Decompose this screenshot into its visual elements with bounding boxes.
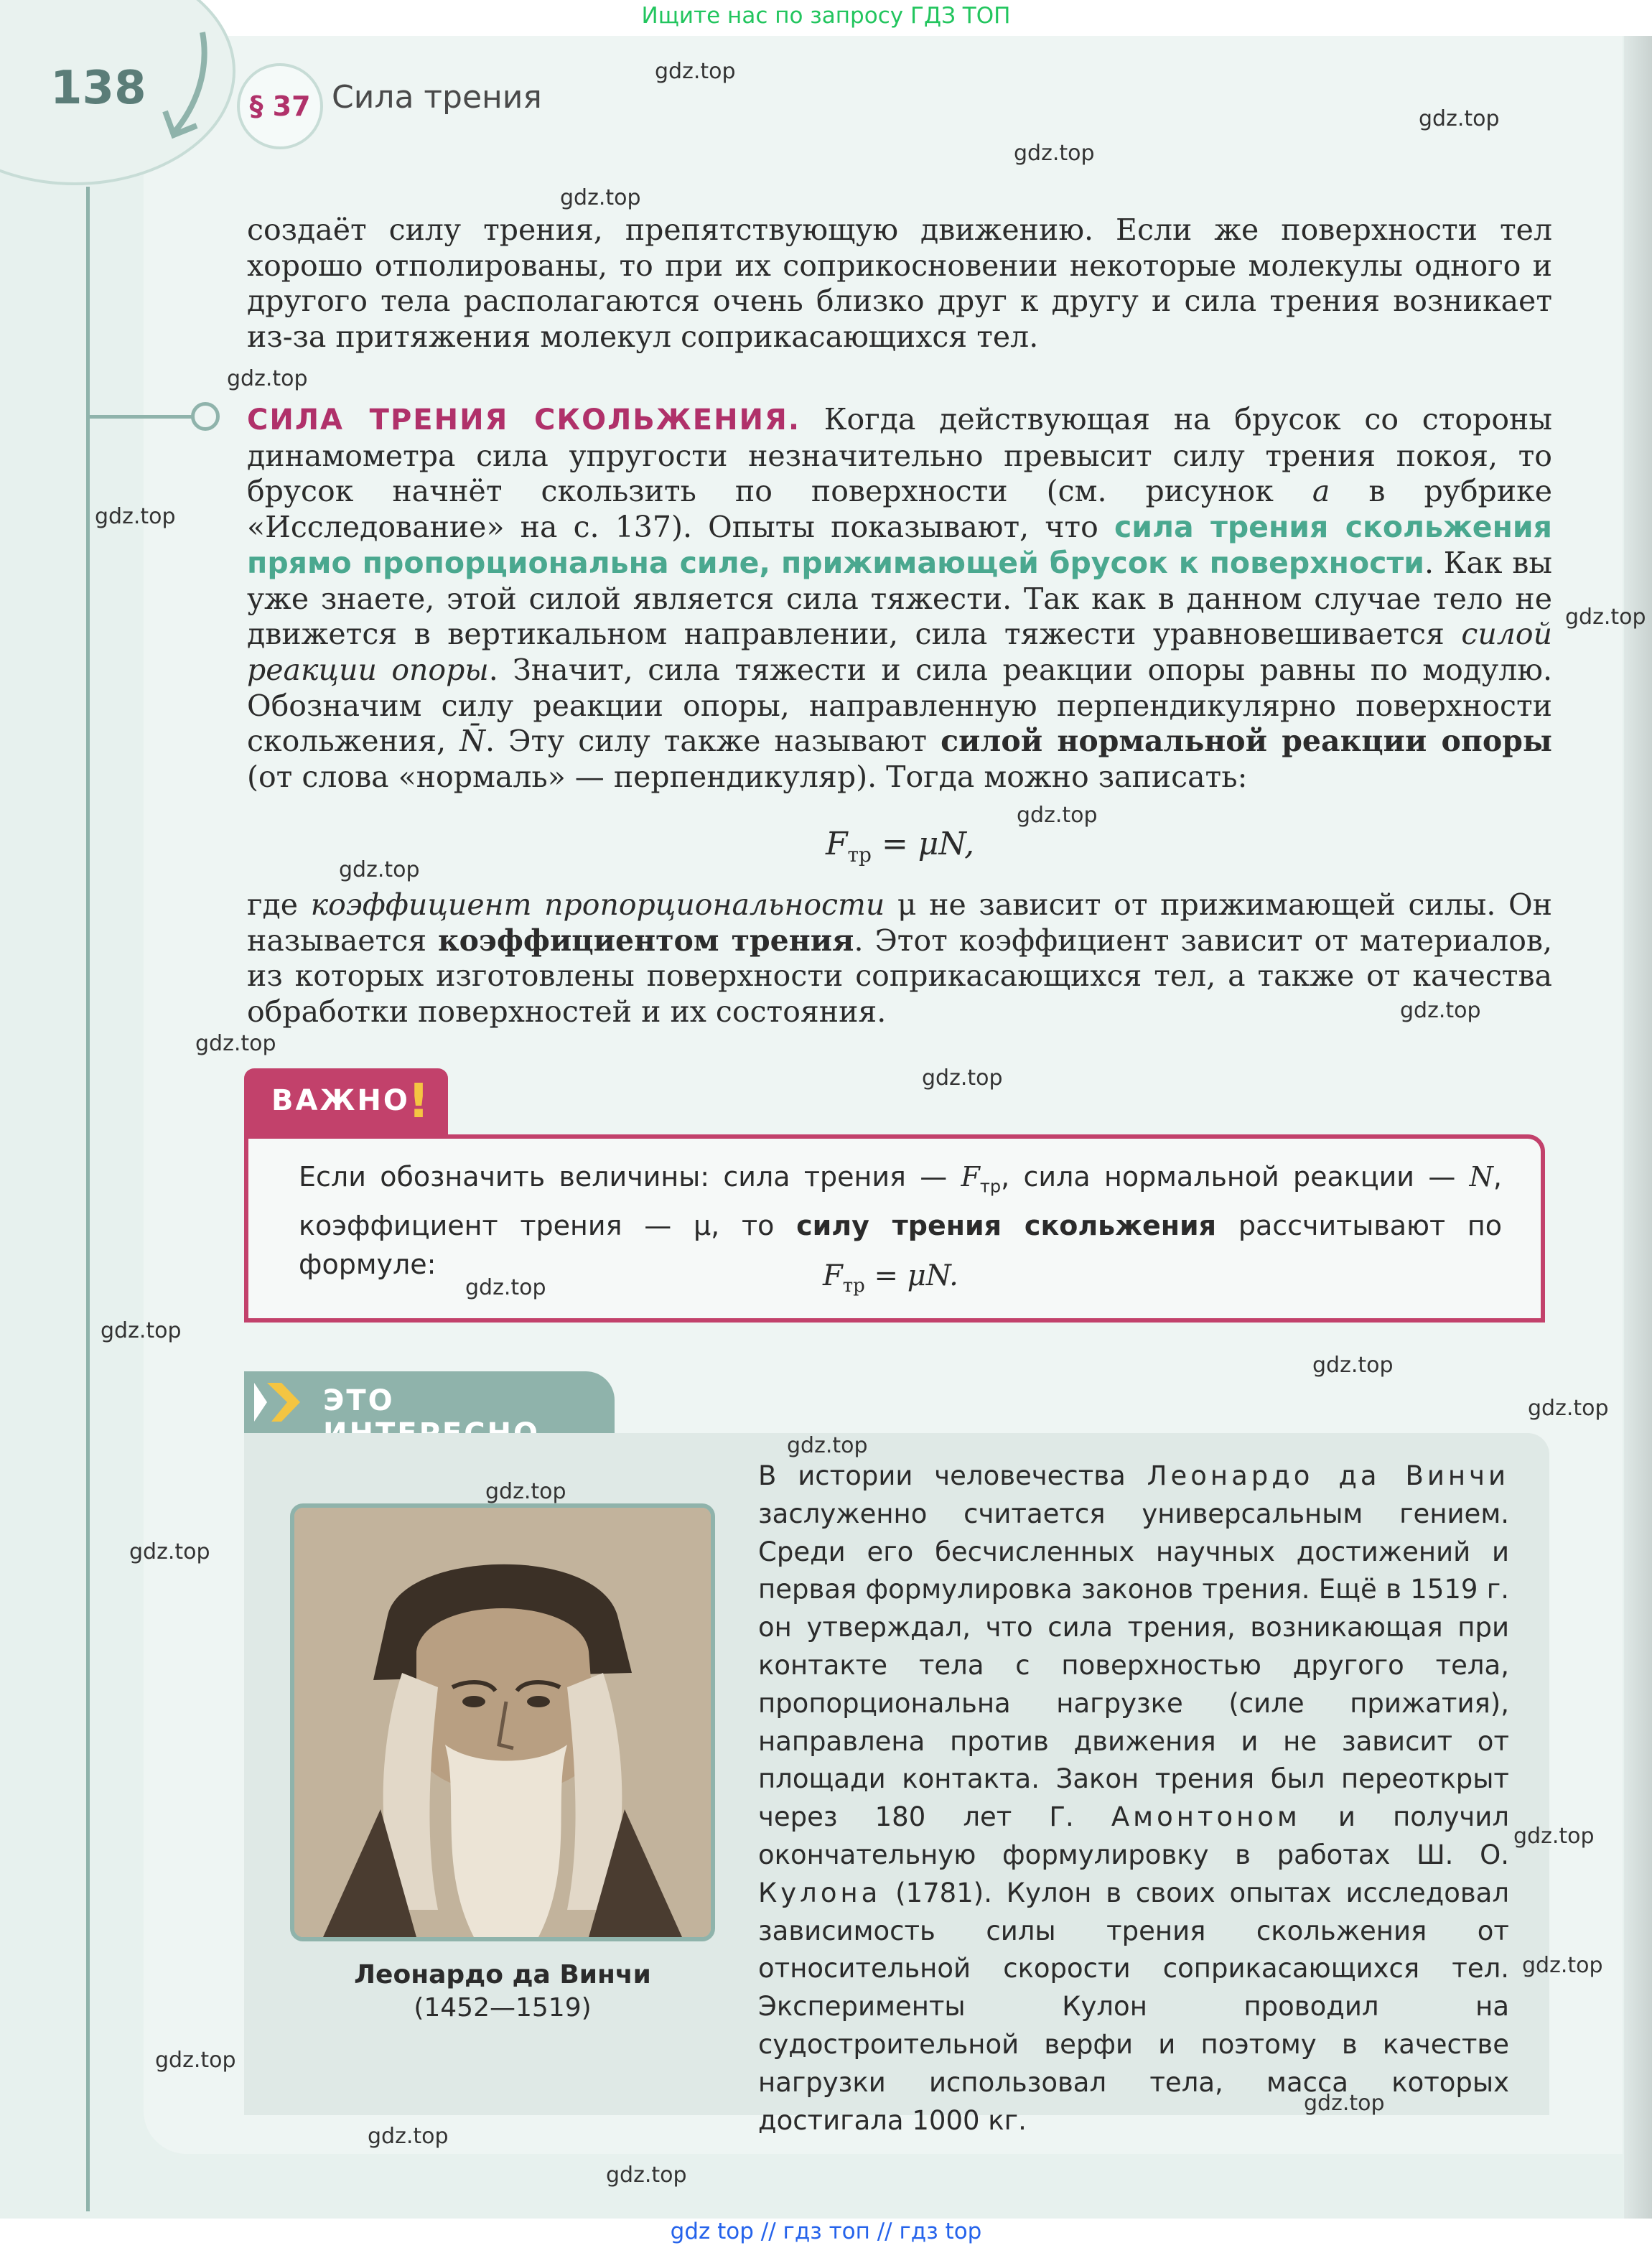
text-run: Когда действующая на брусок со стороны динамометра сила упругости незначительно превысит силу трения покоя, то брусок начнёт скользить по поверхности (см. рисунок <box>247 402 1553 509</box>
person-name: Кулона <box>758 1877 882 1908</box>
top-banner: Ищите нас по запросу ГДЗ ТОП <box>641 3 1011 29</box>
watermark: gdz.top <box>195 1031 276 1056</box>
bold-term: силу трения скольжения <box>796 1209 1217 1241</box>
important-formula <box>823 1259 958 1297</box>
important-box <box>244 1134 1545 1323</box>
timeline-node <box>191 402 220 431</box>
text-run: в рубрике «Исследование» на с. 137). Опыты показывают, что <box>247 474 1552 545</box>
portrait-image <box>290 1503 715 1941</box>
bold-term: коэффициентом трения <box>438 923 854 958</box>
watermark: gdz.top <box>655 59 736 84</box>
watermark: gdz.top <box>95 504 176 529</box>
formula-sub: тр <box>842 1275 865 1297</box>
text-run: , коэффициент трения — μ, то <box>299 1161 1502 1241</box>
watermark: gdz.top <box>101 1318 182 1343</box>
section-badge: § 37 <box>237 63 323 149</box>
key-statement: сила трения скольжения прямо пропорциональна силе, прижимающей брусок к поверхности <box>247 510 1552 580</box>
watermark: gdz.top <box>129 1539 210 1564</box>
paragraph-sliding-friction <box>247 402 1552 796</box>
watermark: gdz.top <box>606 2163 687 2188</box>
var-f: F <box>961 1161 980 1193</box>
watermark: gdz.top <box>339 857 420 882</box>
watermark: gdz.top <box>1312 1353 1394 1378</box>
exclamation-icon: ! <box>407 1073 430 1129</box>
text-run: μ не зависит от прижимающей силы. Он называется <box>247 887 1552 958</box>
person-name: Леонардо да Винчи <box>1147 1460 1509 1491</box>
text-run: . Значит, сила тяжести и сила реакции опоры равны по модулю. Обозначим силу реакции опоры, направленную перпендикулярно поверхности скольжения, <box>247 652 1552 759</box>
vector-n: N̄ <box>459 724 486 759</box>
formula-rhs: = μN, <box>871 826 975 862</box>
section-title: Сила трения <box>332 79 542 116</box>
paragraph-intro: создаёт силу трения, препятствующую движению. Если же поверхности тел хорошо отполированы, то при их соприкосновении некоторые молекулы одного и другого тела располагаются очень близко друг к другу и сила трения возникает из-за притяжения молекул соприкасающихся тел. <box>247 213 1552 355</box>
italic-term: коэффициент пропорциональности <box>310 887 885 922</box>
text-run: заслуженно считается универсальным гением. Среди его бесчисленных научных достижений и первая формулировка законов трения. Ещё в 1519 г. он утверждал, что сила трения, возникающая при контакте тела с поверхностью другого тела, пропорциональна нагрузке (силе прижатия), направлена против движения и не зависит от площади контакта. Закон трения был переоткрыт через 180 лет Г. <box>758 1498 1509 1833</box>
person-name: Амонтоном <box>1111 1801 1301 1833</box>
text-run: , сила нормальной реакции — <box>1001 1161 1470 1193</box>
page-number: 138 <box>50 62 146 115</box>
watermark: gdz.top <box>465 1275 546 1300</box>
text-run: . Как вы уже знаете, этой силой является сила тяжести. Так как в данном случае тело не движется в вертикальном направлении, сила тяжести уравновешивается <box>247 545 1552 652</box>
watermark: gdz.top <box>1528 1396 1609 1421</box>
var-sub: тр <box>979 1176 1002 1197</box>
watermark: gdz.top <box>1513 1824 1595 1849</box>
text-run: Если обозначить величины: сила трения — <box>299 1161 961 1193</box>
watermark: gdz.top <box>1304 2091 1385 2116</box>
watermark: gdz.top <box>1400 998 1481 1023</box>
text-run: рассчитывают по формуле: <box>299 1209 1502 1280</box>
watermark: gdz.top <box>155 2048 236 2073</box>
formula-f: F <box>823 1259 843 1292</box>
text-run: (1781). Кулон в своих опытах исследовал зависимость силы трения скольжения от относительной скорости соприкасающихся тел. Эксперименты Кулон проводил на судостроительной верфи и поэтому в качестве нагрузки использовал тела, масса которых достигала 1000 кг. <box>758 1877 1509 2136</box>
watermark: gdz.top <box>560 185 641 210</box>
watermark: gdz.top <box>1017 803 1098 828</box>
important-label: ВАЖНО <box>271 1084 410 1117</box>
text-run: (от слова «нормаль» — перпендикуляр). Тогда можно записать: <box>247 760 1248 795</box>
watermark: gdz.top <box>1522 1953 1603 1978</box>
friction-formula <box>826 826 974 867</box>
text-run: и получил окончательную формулировку в работах Ш. О. <box>758 1801 1509 1870</box>
watermark: gdz.top <box>1419 106 1500 131</box>
bold-term: силой нормальной реакции опоры <box>941 724 1553 759</box>
italic-term: силой реакции опоры <box>247 617 1552 687</box>
paragraph-coefficient <box>247 887 1552 1030</box>
watermark: gdz.top <box>1565 605 1646 630</box>
important-tab <box>244 1068 448 1134</box>
interesting-text <box>758 1457 1509 2140</box>
portrait-caption-years: (1452—1519) <box>414 1993 592 2023</box>
interesting-tab <box>244 1371 615 1433</box>
portrait-caption-name: Леонардо да Винчи <box>354 1960 651 1990</box>
formula-f: F <box>826 826 848 862</box>
curved-arrow-icon <box>159 29 217 144</box>
page-edge <box>1624 36 1652 2219</box>
timeline-branch <box>86 415 194 419</box>
var-n: N <box>1469 1161 1493 1193</box>
figure-ref: а <box>1312 474 1330 509</box>
bottom-banner: gdz top // гдз топ // гдз top <box>670 2219 982 2244</box>
watermark: gdz.top <box>485 1479 566 1504</box>
formula-sub: тр <box>847 842 872 867</box>
text-run: где <box>247 887 311 922</box>
formula-rhs: = μN. <box>864 1259 958 1292</box>
watermark: gdz.top <box>368 2124 449 2149</box>
text-run: . Этот коэффициент зависит от материалов, из которых изготовлены поверхности соприкасающихся тел, а также от качества обработки поверхностей и их состояния. <box>247 923 1552 1030</box>
watermark: gdz.top <box>227 366 308 391</box>
leonardo-portrait <box>294 1508 711 1937</box>
play-arrow-icon <box>250 1380 307 1424</box>
watermark: gdz.top <box>922 1065 1003 1091</box>
watermark: gdz.top <box>787 1433 868 1458</box>
text-run: . Эту силу также называют <box>485 724 941 759</box>
timeline-line <box>86 187 90 2211</box>
text-run: В истории человечества <box>758 1460 1147 1491</box>
watermark: gdz.top <box>1014 141 1095 166</box>
interesting-label: ЭТО <box>323 1384 395 1417</box>
subsection-heading: СИЛА ТРЕНИЯ СКОЛЬЖЕНИЯ. <box>247 404 801 437</box>
